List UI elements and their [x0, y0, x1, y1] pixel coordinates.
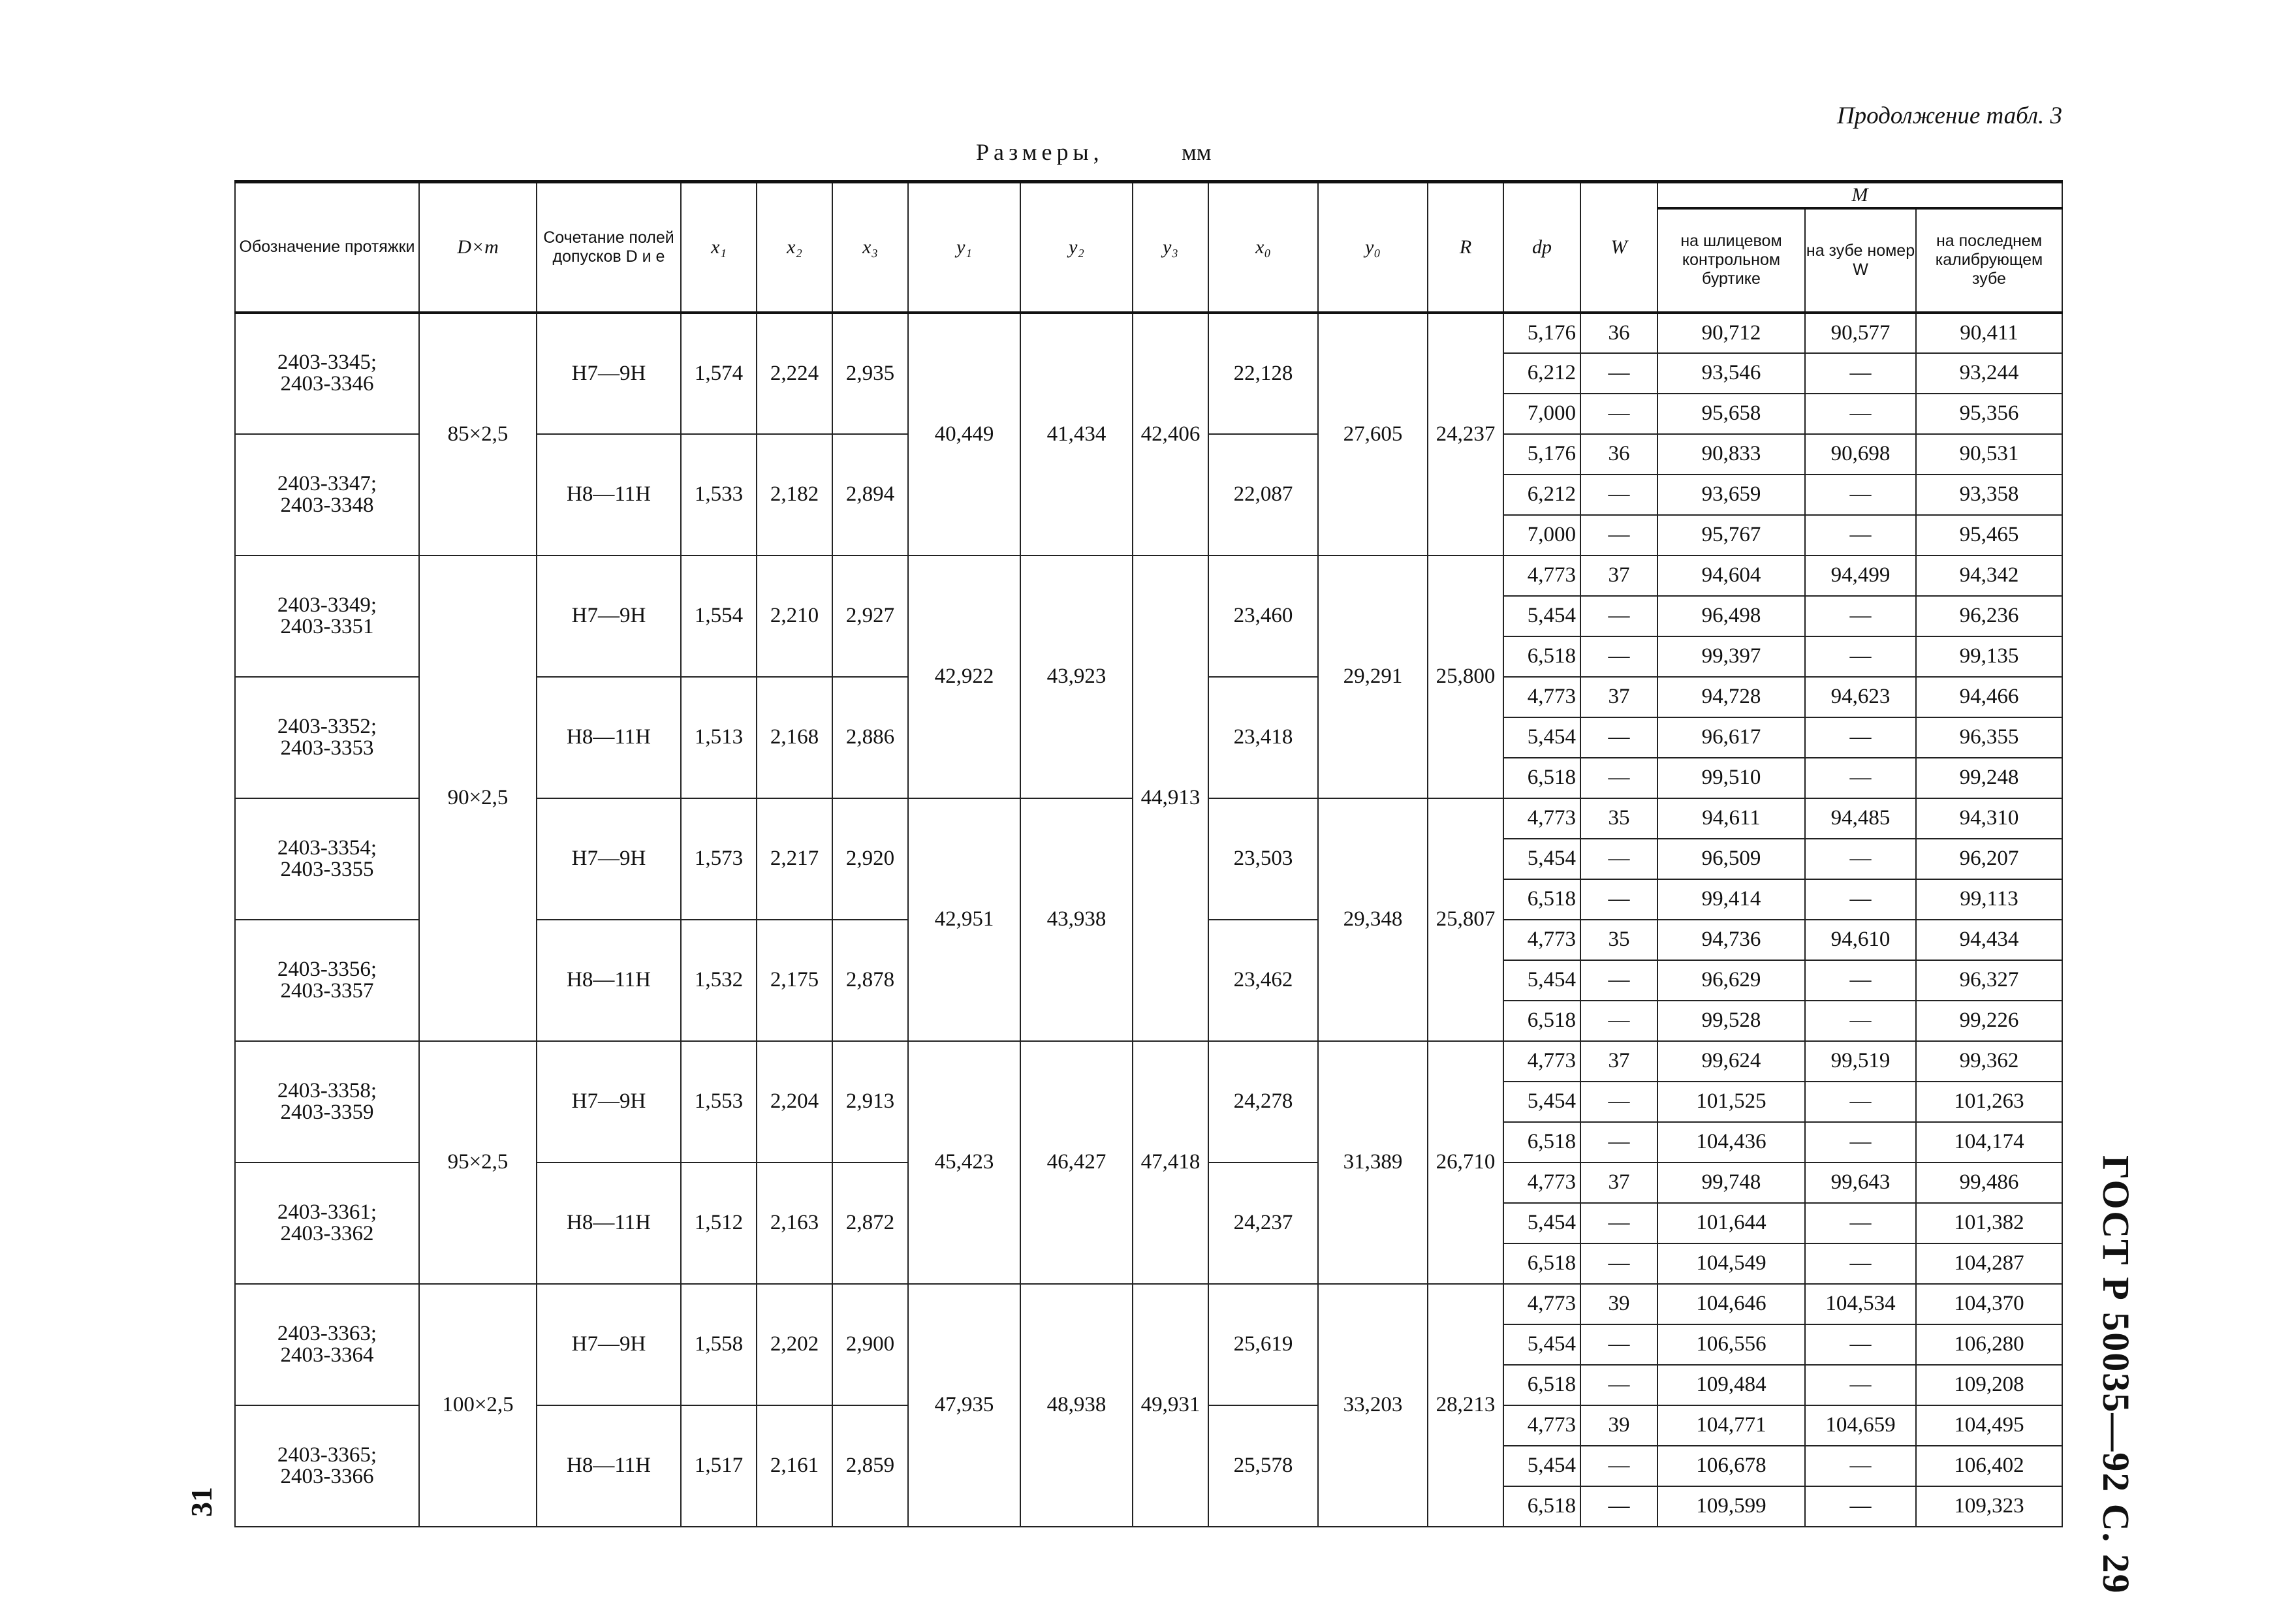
col-y2: y₂ [1020, 182, 1133, 313]
M3-cell: 96,327 [1916, 960, 2062, 1001]
dp-cell: 4,773 [1503, 798, 1580, 839]
M2-cell: — [1805, 879, 1916, 920]
y3-cell: 49,931 [1133, 1284, 1208, 1527]
M2-cell: — [1805, 353, 1916, 394]
W-cell: — [1580, 1122, 1657, 1163]
M3-cell: 96,207 [1916, 839, 2062, 879]
dp-cell: 5,454 [1503, 717, 1580, 758]
W-cell: — [1580, 1486, 1657, 1527]
M3-cell: 106,280 [1916, 1324, 2062, 1365]
R-cell: 26,710 [1428, 1041, 1503, 1284]
designation-cell: 2403-3363; 2403-3364 [235, 1284, 419, 1405]
M2-cell: — [1805, 394, 1916, 434]
dp-cell: 5,454 [1503, 1082, 1580, 1122]
dxm-cell: 90×2,5 [419, 555, 537, 1041]
x2-cell: 2,202 [757, 1284, 832, 1405]
M1-cell: 94,736 [1657, 920, 1805, 960]
dp-cell: 4,773 [1503, 1284, 1580, 1324]
dp-cell: 4,773 [1503, 920, 1580, 960]
dp-cell: 6,518 [1503, 879, 1580, 920]
W-cell: — [1580, 839, 1657, 879]
designation-cell: 2403-3365; 2403-3366 [235, 1405, 419, 1527]
M3-cell: 99,135 [1916, 636, 2062, 677]
designation-cell: 2403-3345; 2403-3346 [235, 313, 419, 434]
M1-cell: 94,728 [1657, 677, 1805, 717]
W-cell: 37 [1580, 1163, 1657, 1203]
table-row [235, 555, 2062, 596]
x1-cell: 1,517 [681, 1405, 757, 1527]
W-cell: — [1580, 1365, 1657, 1405]
W-cell: 37 [1580, 677, 1657, 717]
M1-cell: 95,658 [1657, 394, 1805, 434]
M1-cell: 99,397 [1657, 636, 1805, 677]
M2-cell: 94,610 [1805, 920, 1916, 960]
W-cell: — [1580, 1243, 1657, 1284]
M2-cell: — [1805, 717, 1916, 758]
M2-cell: 104,659 [1805, 1405, 1916, 1446]
x1-cell: 1,574 [681, 313, 757, 434]
M1-cell: 101,525 [1657, 1082, 1805, 1122]
M1-cell: 93,546 [1657, 353, 1805, 394]
x1-cell: 1,554 [681, 555, 757, 677]
M2-cell: — [1805, 1324, 1916, 1365]
y0-cell: 29,291 [1318, 555, 1428, 798]
x0-cell: 23,503 [1208, 798, 1318, 920]
M1-cell: 106,678 [1657, 1446, 1805, 1486]
dxm-cell: 100×2,5 [419, 1284, 537, 1527]
R-cell: 25,807 [1428, 798, 1503, 1041]
x1-cell: 1,573 [681, 798, 757, 920]
M1-cell: 96,629 [1657, 960, 1805, 1001]
y1-cell: 42,951 [908, 798, 1020, 1041]
col-dxm: D×m [419, 182, 537, 313]
x2-cell: 2,163 [757, 1163, 832, 1284]
M1-cell: 94,604 [1657, 555, 1805, 596]
tolerance-cell: H7—9H [537, 313, 681, 434]
x2-cell: 2,217 [757, 798, 832, 920]
M1-cell: 109,599 [1657, 1486, 1805, 1527]
x3-cell: 2,894 [832, 434, 908, 555]
M1-cell: 104,549 [1657, 1243, 1805, 1284]
W-cell: 39 [1580, 1284, 1657, 1324]
M2-cell: 94,499 [1805, 555, 1916, 596]
tolerance-cell: H8—11H [537, 1163, 681, 1284]
y0-cell: 29,348 [1318, 798, 1428, 1041]
table-row [235, 1041, 2062, 1082]
M2-cell: — [1805, 758, 1916, 798]
W-cell: 39 [1580, 1405, 1657, 1446]
M3-cell: 99,113 [1916, 879, 2062, 920]
y2-cell: 48,938 [1020, 1284, 1133, 1527]
dp-cell: 5,176 [1503, 313, 1580, 353]
x0-cell: 25,578 [1208, 1405, 1318, 1527]
dp-cell: 7,000 [1503, 394, 1580, 434]
R-cell: 24,237 [1428, 313, 1503, 555]
M1-cell: 90,833 [1657, 434, 1805, 475]
M3-cell: 93,244 [1916, 353, 2062, 394]
standard-label: ГОСТ Р 50035—92 С. 29 [2095, 1155, 2137, 1595]
W-cell: — [1580, 394, 1657, 434]
col-dp: dp [1503, 182, 1580, 313]
M2-cell: — [1805, 839, 1916, 879]
M3-cell: 93,358 [1916, 475, 2062, 515]
dp-cell: 6,518 [1503, 1001, 1580, 1041]
col-y3: y₃ [1133, 182, 1208, 313]
M2-cell: — [1805, 1365, 1916, 1405]
W-cell: — [1580, 596, 1657, 636]
dp-cell: 5,176 [1503, 434, 1580, 475]
M3-cell: 94,342 [1916, 555, 2062, 596]
y1-cell: 47,935 [908, 1284, 1020, 1527]
W-cell: — [1580, 1446, 1657, 1486]
dp-cell: 6,518 [1503, 1486, 1580, 1527]
x0-cell: 25,619 [1208, 1284, 1318, 1405]
M2-cell: — [1805, 475, 1916, 515]
y3-cell: 47,418 [1133, 1041, 1208, 1284]
M1-cell: 99,414 [1657, 879, 1805, 920]
designation-cell: 2403-3349; 2403-3351 [235, 555, 419, 677]
x0-cell: 23,462 [1208, 920, 1318, 1041]
W-cell: — [1580, 758, 1657, 798]
y1-cell: 45,423 [908, 1041, 1020, 1284]
M1-cell: 96,509 [1657, 839, 1805, 879]
col-x1: x₁ [681, 182, 757, 313]
M3-cell: 99,248 [1916, 758, 2062, 798]
M3-cell: 90,411 [1916, 313, 2062, 353]
M3-cell: 101,263 [1916, 1082, 2062, 1122]
M2-cell: 90,698 [1805, 434, 1916, 475]
designation-cell: 2403-3354; 2403-3355 [235, 798, 419, 920]
dimensions-table [234, 180, 2063, 1527]
x2-cell: 2,224 [757, 313, 832, 434]
R-cell: 25,800 [1428, 555, 1503, 798]
W-cell: 35 [1580, 798, 1657, 839]
col-R: R [1428, 182, 1503, 313]
M2-cell: 99,643 [1805, 1163, 1916, 1203]
M1-cell: 99,624 [1657, 1041, 1805, 1082]
M1-cell: 95,767 [1657, 515, 1805, 555]
M2-cell: — [1805, 1203, 1916, 1243]
y0-cell: 33,203 [1318, 1284, 1428, 1527]
col-M: M [1657, 182, 2062, 208]
M2-cell: — [1805, 596, 1916, 636]
page-number: 31 [185, 1487, 218, 1517]
x2-cell: 2,210 [757, 555, 832, 677]
M3-cell: 99,486 [1916, 1163, 2062, 1203]
dp-cell: 5,454 [1503, 960, 1580, 1001]
y2-cell: 41,434 [1020, 313, 1133, 555]
dp-cell: 5,454 [1503, 1203, 1580, 1243]
M1-cell: 104,646 [1657, 1284, 1805, 1324]
tolerance-cell: H7—9H [537, 1284, 681, 1405]
table-body [235, 313, 2062, 1527]
x1-cell: 1,512 [681, 1163, 757, 1284]
x2-cell: 2,161 [757, 1405, 832, 1527]
M2-cell: 94,485 [1805, 798, 1916, 839]
W-cell: 36 [1580, 313, 1657, 353]
designation-cell: 2403-3358; 2403-3359 [235, 1041, 419, 1163]
y2-cell: 46,427 [1020, 1041, 1133, 1284]
M3-cell: 106,402 [1916, 1446, 2062, 1486]
M3-cell: 94,434 [1916, 920, 2062, 960]
dp-cell: 5,454 [1503, 1324, 1580, 1365]
col-x0: x₀ [1208, 182, 1318, 313]
M3-cell: 90,531 [1916, 434, 2062, 475]
M1-cell: 104,436 [1657, 1122, 1805, 1163]
dxm-cell: 95×2,5 [419, 1041, 537, 1284]
tolerance-cell: H8—11H [537, 677, 681, 798]
tolerance-cell: H8—11H [537, 1405, 681, 1527]
W-cell: 35 [1580, 920, 1657, 960]
M3-cell: 104,370 [1916, 1284, 2062, 1324]
M3-cell: 104,287 [1916, 1243, 2062, 1284]
dp-cell: 6,212 [1503, 475, 1580, 515]
x3-cell: 2,913 [832, 1041, 908, 1163]
dp-cell: 5,454 [1503, 839, 1580, 879]
x2-cell: 2,182 [757, 434, 832, 555]
M2-cell: 99,519 [1805, 1041, 1916, 1082]
M3-cell: 104,495 [1916, 1405, 2062, 1446]
y0-cell: 31,389 [1318, 1041, 1428, 1284]
dp-cell: 5,454 [1503, 1446, 1580, 1486]
dp-cell: 7,000 [1503, 515, 1580, 555]
table-row [235, 1284, 2062, 1324]
dp-cell: 5,454 [1503, 596, 1580, 636]
col-W: W [1580, 182, 1657, 313]
dp-cell: 6,518 [1503, 1365, 1580, 1405]
M1-cell: 104,771 [1657, 1405, 1805, 1446]
M1-cell: 93,659 [1657, 475, 1805, 515]
M3-cell: 96,355 [1916, 717, 2062, 758]
x1-cell: 1,513 [681, 677, 757, 798]
x0-cell: 23,418 [1208, 677, 1318, 798]
y1-cell: 42,922 [908, 555, 1020, 798]
tolerance-cell: H7—9H [537, 798, 681, 920]
M2-cell: 104,534 [1805, 1284, 1916, 1324]
x1-cell: 1,558 [681, 1284, 757, 1405]
M1-cell: 106,556 [1657, 1324, 1805, 1365]
M3-cell: 94,310 [1916, 798, 2062, 839]
y3-cell: 42,406 [1133, 313, 1208, 555]
y1-cell: 40,449 [908, 313, 1020, 555]
M2-cell: — [1805, 1001, 1916, 1041]
tolerance-cell: H8—11H [537, 920, 681, 1041]
M2-cell: — [1805, 515, 1916, 555]
dp-cell: 6,212 [1503, 353, 1580, 394]
col-M3: на последнем калибрующем зубе [1916, 208, 2062, 313]
W-cell: — [1580, 1324, 1657, 1365]
tolerance-cell: H7—9H [537, 1041, 681, 1163]
designation-cell: 2403-3347; 2403-3348 [235, 434, 419, 555]
y2-cell: 43,938 [1020, 798, 1133, 1041]
M2-cell: — [1805, 1122, 1916, 1163]
W-cell: — [1580, 1082, 1657, 1122]
x1-cell: 1,553 [681, 1041, 757, 1163]
dp-cell: 4,773 [1503, 1163, 1580, 1203]
tolerance-cell: H8—11H [537, 434, 681, 555]
M1-cell: 109,484 [1657, 1365, 1805, 1405]
dp-cell: 4,773 [1503, 677, 1580, 717]
dp-cell: 6,518 [1503, 1243, 1580, 1284]
dxm-cell: 85×2,5 [419, 313, 537, 555]
M1-cell: 94,611 [1657, 798, 1805, 839]
dp-cell: 4,773 [1503, 1041, 1580, 1082]
x3-cell: 2,927 [832, 555, 908, 677]
y0-cell: 27,605 [1318, 313, 1428, 555]
dp-cell: 6,518 [1503, 758, 1580, 798]
dp-cell: 4,773 [1503, 555, 1580, 596]
M2-cell: 94,623 [1805, 677, 1916, 717]
col-x2: x₂ [757, 182, 832, 313]
M3-cell: 109,323 [1916, 1486, 2062, 1527]
x1-cell: 1,532 [681, 920, 757, 1041]
M3-cell: 96,236 [1916, 596, 2062, 636]
x3-cell: 2,900 [832, 1284, 908, 1405]
designation-cell: 2403-3352; 2403-3353 [235, 677, 419, 798]
col-designation: Обозначение протяжки [235, 182, 419, 313]
M2-cell: 90,577 [1805, 313, 1916, 353]
x0-cell: 23,460 [1208, 555, 1318, 677]
col-M2: на зубе номер W [1805, 208, 1916, 313]
designation-cell: 2403-3361; 2403-3362 [235, 1163, 419, 1284]
M2-cell: — [1805, 1486, 1916, 1527]
col-M1: на шлицевом контрольном буртике [1657, 208, 1805, 313]
M1-cell: 96,498 [1657, 596, 1805, 636]
M3-cell: 99,226 [1916, 1001, 2062, 1041]
W-cell: — [1580, 515, 1657, 555]
x1-cell: 1,533 [681, 434, 757, 555]
W-cell: 37 [1580, 1041, 1657, 1082]
designation-cell: 2403-3356; 2403-3357 [235, 920, 419, 1041]
dp-cell: 6,518 [1503, 636, 1580, 677]
M3-cell: 95,356 [1916, 394, 2062, 434]
M3-cell: 94,466 [1916, 677, 2062, 717]
x0-cell: 24,278 [1208, 1041, 1318, 1163]
M3-cell: 101,382 [1916, 1203, 2062, 1243]
W-cell: — [1580, 1001, 1657, 1041]
M2-cell: — [1805, 1446, 1916, 1486]
table-row [235, 313, 2062, 353]
W-cell: — [1580, 636, 1657, 677]
dp-cell: 6,518 [1503, 1122, 1580, 1163]
x2-cell: 2,168 [757, 677, 832, 798]
M1-cell: 99,510 [1657, 758, 1805, 798]
M3-cell: 95,465 [1916, 515, 2062, 555]
W-cell: — [1580, 960, 1657, 1001]
M3-cell: 109,208 [1916, 1365, 2062, 1405]
col-y1: y₁ [908, 182, 1020, 313]
col-tolerance: Сочетание полей допусков D и e [537, 182, 681, 313]
sizes-label: Размеры, [976, 139, 1104, 165]
x2-cell: 2,204 [757, 1041, 832, 1163]
x3-cell: 2,920 [832, 798, 908, 920]
W-cell: — [1580, 879, 1657, 920]
x2-cell: 2,175 [757, 920, 832, 1041]
R-cell: 28,213 [1428, 1284, 1503, 1527]
dp-cell: 4,773 [1503, 1405, 1580, 1446]
M2-cell: — [1805, 960, 1916, 1001]
x3-cell: 2,886 [832, 677, 908, 798]
M1-cell: 96,617 [1657, 717, 1805, 758]
W-cell: — [1580, 353, 1657, 394]
x3-cell: 2,859 [832, 1405, 908, 1527]
y3-cell: 44,913 [1133, 555, 1208, 1041]
tolerance-cell: H7—9H [537, 555, 681, 677]
M2-cell: — [1805, 1243, 1916, 1284]
x3-cell: 2,878 [832, 920, 908, 1041]
continuation-label: Продолжение табл. 3 [1836, 102, 2062, 129]
M1-cell: 90,712 [1657, 313, 1805, 353]
col-y0: y₀ [1318, 182, 1428, 313]
sizes-unit: мм [1182, 139, 1212, 165]
M1-cell: 99,748 [1657, 1163, 1805, 1203]
M3-cell: 99,362 [1916, 1041, 2062, 1082]
M2-cell: — [1805, 636, 1916, 677]
y2-cell: 43,923 [1020, 555, 1133, 798]
W-cell: — [1580, 475, 1657, 515]
W-cell: — [1580, 717, 1657, 758]
x3-cell: 2,872 [832, 1163, 908, 1284]
x0-cell: 22,128 [1208, 313, 1318, 434]
M1-cell: 99,528 [1657, 1001, 1805, 1041]
M3-cell: 104,174 [1916, 1122, 2062, 1163]
W-cell: — [1580, 1203, 1657, 1243]
W-cell: 36 [1580, 434, 1657, 475]
x3-cell: 2,935 [832, 313, 908, 434]
col-x3: x₃ [832, 182, 908, 313]
x0-cell: 24,237 [1208, 1163, 1318, 1284]
W-cell: 37 [1580, 555, 1657, 596]
M2-cell: — [1805, 1082, 1916, 1122]
M1-cell: 101,644 [1657, 1203, 1805, 1243]
x0-cell: 22,087 [1208, 434, 1318, 555]
